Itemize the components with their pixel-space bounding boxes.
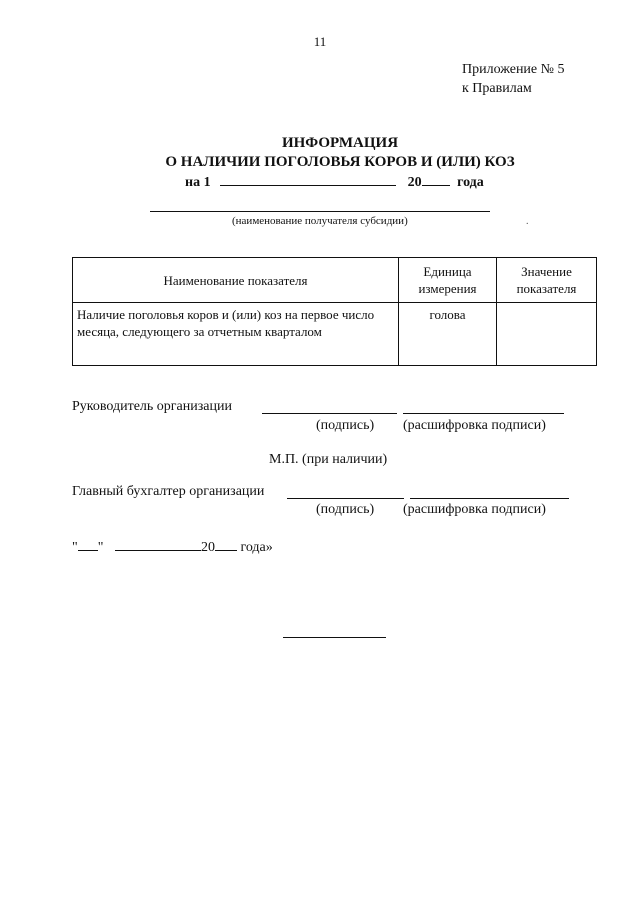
month-blank	[115, 538, 201, 551]
appendix-rules: к Правилам	[462, 81, 532, 96]
footer-divider	[283, 637, 386, 638]
accountant-signature-line	[287, 498, 404, 499]
head-transcript-caption: (расшифровка подписи)	[403, 418, 546, 433]
cell-unit: голова	[399, 303, 497, 366]
date-footer	[72, 538, 273, 556]
header-value: Значение показателя	[497, 258, 597, 303]
header-indicator-name: Наименование показателя	[73, 258, 399, 303]
accountant-transcript-line	[410, 498, 569, 499]
title-line-1: ИНФОРМАЦИЯ	[281, 135, 399, 151]
year-blank	[422, 173, 450, 186]
header-unit: Единица измерения	[399, 258, 497, 303]
table-row	[73, 303, 597, 366]
table-header-row	[73, 258, 597, 303]
indicators-table	[72, 257, 597, 366]
document-title	[0, 134, 640, 172]
footer-year-blank	[215, 538, 237, 551]
date-year: 20	[407, 175, 422, 190]
title-line-2: О НАЛИЧИИ ПОГОЛОВЬЯ КОРОВ И (ИЛИ) КОЗ	[165, 154, 515, 170]
head-signature-caption: (подпись)	[316, 418, 375, 433]
recipient-line	[150, 211, 490, 212]
footer-year: 20	[200, 540, 215, 555]
cell-value	[497, 303, 597, 366]
accountant-label: Главный бухгалтер организации	[72, 484, 265, 499]
day-blank	[78, 538, 98, 551]
appendix-number: Приложение № 5	[462, 62, 565, 77]
date-prefix: на 1	[185, 175, 211, 190]
quote-open: "	[72, 540, 78, 555]
report-date-line	[185, 173, 484, 191]
quote-close: "	[97, 540, 104, 555]
head-label: Руководитель организации	[72, 399, 232, 414]
page-number: 11	[313, 34, 327, 49]
date-blank	[220, 173, 396, 186]
date-suffix: года	[457, 175, 484, 190]
accountant-signature-caption: (подпись)	[316, 502, 375, 517]
appendix-reference	[462, 60, 565, 98]
stray-dot: .	[526, 216, 529, 227]
stamp-note: М.П. (при наличии)	[269, 452, 388, 467]
head-transcript-line	[403, 413, 564, 414]
cell-indicator: Наличие поголовья коров и (или) коз на первое число месяца, следующего за отчетным кварталом	[73, 303, 399, 366]
recipient-caption: (наименование получателя субсидии)	[232, 215, 408, 227]
accountant-transcript-caption: (расшифровка подписи)	[403, 502, 546, 517]
footer-suffix: года»	[240, 540, 273, 555]
head-signature-line	[262, 413, 397, 414]
